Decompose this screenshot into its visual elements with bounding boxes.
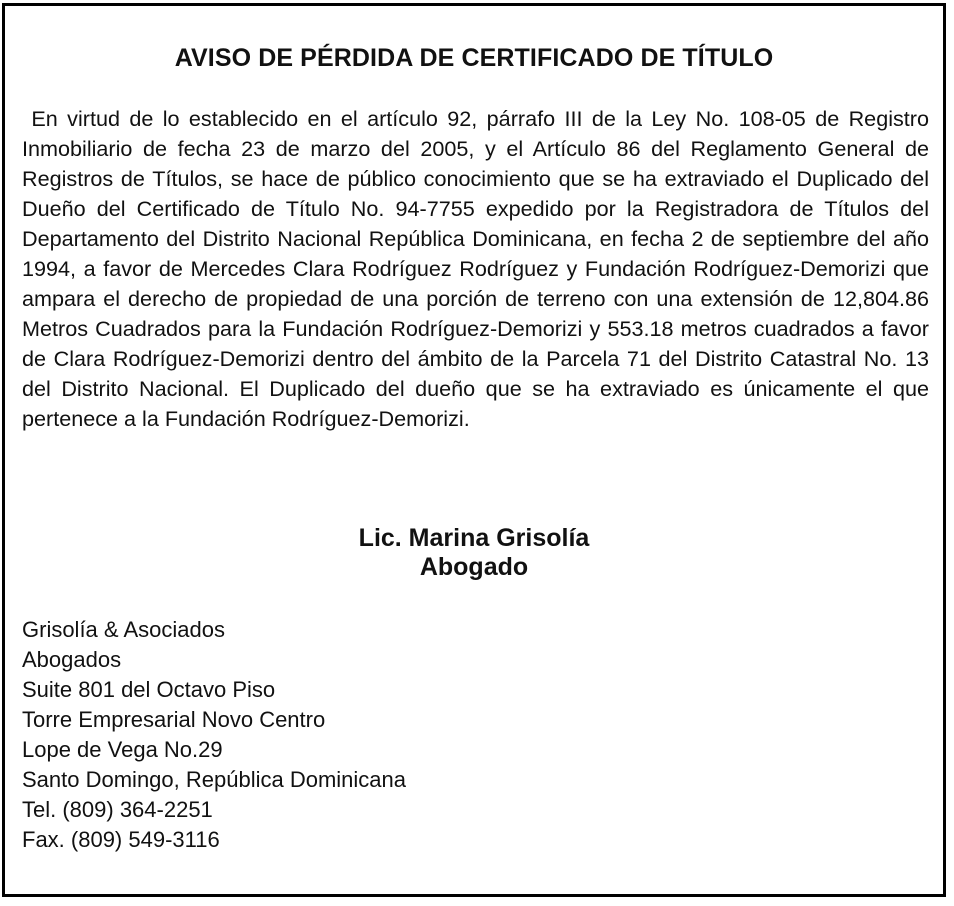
notice-title: AVISO DE PÉRDIDA DE CERTIFICADO DE TÍTULO: [174, 44, 774, 72]
signatory-name: Lic. Marina Grisolía: [358, 524, 590, 552]
address-suite: Suite 801 del Octavo Piso: [22, 677, 276, 702]
contact-address: [22, 615, 406, 855]
notice-body: En virtud de lo establecido en el artículo 92, párrafo III de la Ley No. 108-05 de Registro Inmobiliario de fecha 23 de marzo del 2005, y el Artículo 86 del Reglamento General de Registros de Títulos, se hace de público conocimiento que se ha extraviado el Duplicado del Dueño del Certificado de Título No. 94-7755 expedido por la Registradora de Títulos del Departamento del Distrito Nacional República Dominicana, en fecha 2 de septiembre del año 1994, a favor de Mercedes Clara Rodríguez Rodríguez y Fundación Rodríguez-Demorizi que ampara el derecho de propiedad de una porción de terreno con una extensión de 12,804.86 Metros Cuadrados para la Fundación Rodríguez-Demorizi y 553.18 metros cuadrados a favor de Clara Rodríguez-Demorizi dentro del ámbito de la Parcela 71 del Distrito Catastral No. 13 del Distrito Nacional. El Duplicado del dueño que se ha extraviado es únicamente el que pertenece a la Fundación Rodríguez-Demorizi.: [22, 106, 929, 431]
fax-number: Fax. (809) 549-3116: [22, 827, 220, 852]
address-city: Santo Domingo, República Dominicana: [22, 767, 406, 792]
address-building: Torre Empresarial Novo Centro: [22, 707, 326, 732]
address-street: Lope de Vega No.29: [22, 737, 223, 762]
legal-notice: [2, 3, 946, 897]
firm-name: Grisolía & Asociados: [22, 617, 225, 642]
signature-block: [5, 524, 943, 582]
signatory-role: Abogado: [419, 553, 529, 581]
firm-type: Abogados: [22, 647, 122, 672]
phone-number: Tel. (809) 364-2251: [22, 797, 213, 822]
